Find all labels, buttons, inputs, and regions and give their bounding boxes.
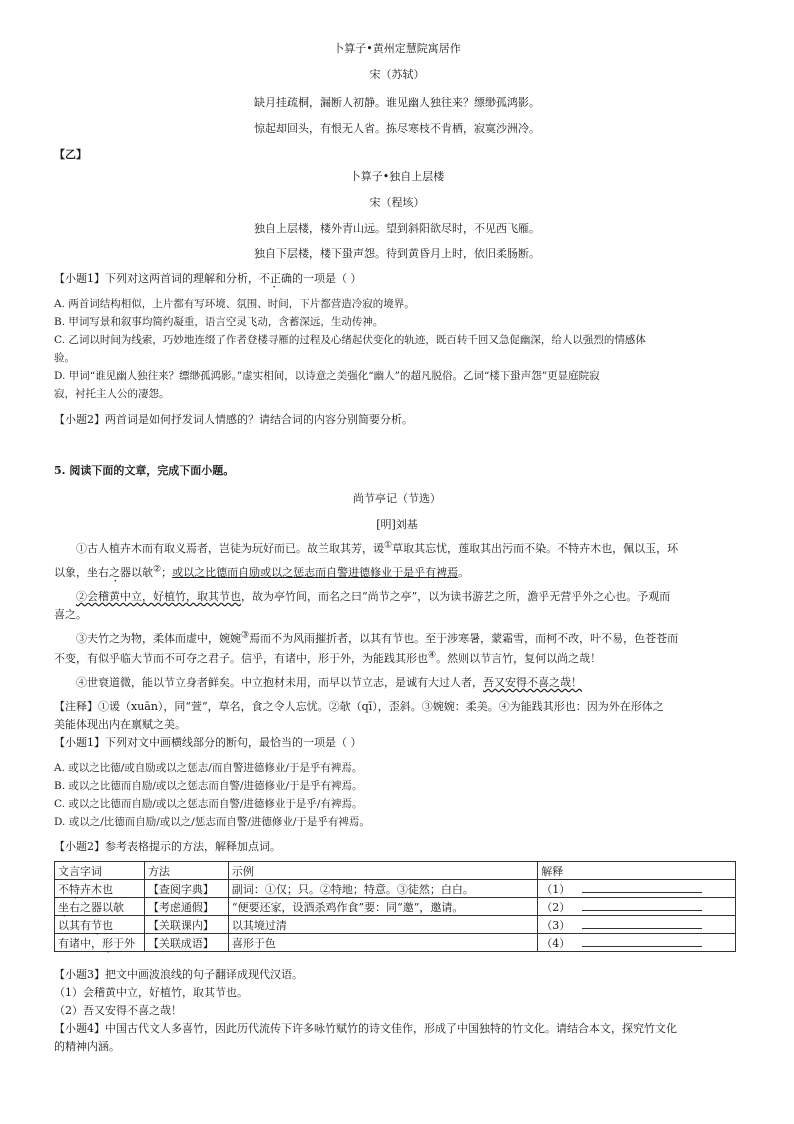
text: ，故为亭竹间，而名之曰“尚节之亭”，以为读书游艺之所，澹乎无营乎外之心也。予观而 — [241, 590, 671, 603]
annotation: 【注释】①谖（xuān），同“萱”，草名，食之令人忘忧。②欹（qī），歪斜。③婉婉：柔美。④为能践其形也：因为外在形体之 — [54, 700, 664, 713]
text: 。 — [458, 566, 470, 579]
word-cell — [55, 898, 145, 916]
option-c-cont: 验。 — [54, 352, 75, 364]
text: 不变，有似乎临大节而不可夺之君子。信乎，有诸中，形于外，为能践其形也 — [54, 652, 428, 665]
s5-question-4-cont: 的精神内涵。 — [54, 1040, 120, 1053]
paragraph-3-cont — [54, 650, 601, 666]
answer-blank[interactable] — [582, 918, 702, 929]
paragraph-1 — [76, 540, 678, 556]
poem-b-author: 宋（程垓） — [369, 196, 425, 209]
question-2: 【小题2】两首词是如何抒发词人情感的？请结合词的内容分别简要分析。 — [54, 413, 413, 426]
text: 不 — [58, 882, 69, 896]
table-header: 解释 — [538, 862, 736, 880]
wavy-underlined-text: 吾又安得不喜之哉！ — [483, 676, 582, 689]
answer-blank[interactable] — [582, 900, 702, 911]
s5-question-4: 【小题4】中国古代文人多喜竹，因此历代流传下许多咏竹赋竹的诗文佳作，形成了中国独特的竹文化。请结合本文，探究竹文化 — [54, 1022, 677, 1035]
s5-question-3-item: （1）会稽黄中立，好植竹，取其节也。 — [54, 986, 248, 999]
option-c: C. 乙词以时间为线索，巧妙地连缀了作者登楼寻雁的过程及心绪起伏变化的轨迹，既百转千回又急促幽深，给人以强烈的情感体 — [54, 334, 646, 346]
table-header: 方法 — [144, 862, 228, 880]
answer-cell[interactable] — [538, 916, 736, 934]
poem-b-line: 独自上层楼，楼外青山远。望到斜阳欲尽时，不见西飞雁。 — [254, 222, 540, 235]
answer-cell[interactable] — [538, 880, 736, 898]
text: 焉而不为风雨摧折者，以其有节也。至于涉寒暑，蒙霜雪，而柯不改，叶不易，色苍苍而 — [249, 632, 679, 645]
poem-b-marker: 【乙】 — [54, 148, 87, 161]
example-cell: 喜形于色 — [228, 934, 537, 952]
table-header: 文言字词 — [55, 862, 145, 880]
option-a: A. 两首词结构相似，上片都有写环境、氛围、时间，下片都营造冷寂的境界。 — [54, 298, 415, 310]
question-1 — [54, 270, 362, 286]
vocabulary-table — [54, 861, 736, 952]
method-cell: 【查阅字典】 — [144, 880, 228, 898]
word-cell — [55, 880, 145, 898]
example-cell: 副词：①仅；只。②特地；特意。③徒然；白白。 — [228, 880, 537, 898]
option-d-cont: 寂，衬托主人公的凄怨。 — [54, 388, 170, 400]
text: 有诸中， — [58, 936, 102, 950]
dotted-word: 节 — [91, 918, 102, 932]
answer-number: （2） — [541, 900, 571, 914]
question-1-emphasis: 不正确 — [259, 272, 292, 285]
poem-a-line: 缺月挂疏桐，漏断人初静。谁见幽人独往来？缥缈孤鸿影。 — [254, 96, 540, 109]
text: 。然则以节言竹，复何以尚之哉！ — [436, 652, 602, 665]
section-heading: 5. 阅读下面的文章，完成下面小题。 — [54, 464, 235, 477]
answer-number: （1） — [541, 882, 571, 896]
option-d: D. 甲词“谁见幽人独往来？缥缈孤鸿影。”虚实相间，以诗意之美强化“幽人”的超凡脱俗。乙词“楼下蛩声怨”更显庭院寂 — [54, 370, 600, 382]
text: ④世衰道微，能以节立身者鲜矣。中立抱材未用，而早以节立志，是诚有大过人者， — [76, 676, 483, 689]
text: 于外 — [113, 936, 135, 950]
text: 草取其忘忧，莲取其出污而不染。不特卉木也，佩以玉，环 — [392, 542, 679, 555]
s5-option-b: B. 或以之比德而自励/或以之惩志而自警/进德修业/于是乎有裨焉。 — [54, 780, 363, 792]
example-cell: “便要还家，设酒杀鸡作食”要：同“邀”，邀请。 — [228, 898, 537, 916]
s5-option-c: C. 或以之比德而自励/或以之惩志而自警/进德修业于是乎/有裨焉。 — [54, 798, 363, 810]
paragraph-2-cont: 喜之。 — [54, 608, 87, 621]
text: 以其有 — [58, 918, 91, 932]
answer-blank[interactable] — [582, 936, 702, 947]
wavy-underlined-text: ②会稽黄中立，好植竹，取其节也 — [76, 590, 241, 603]
s5-question-3-item: （2）吾又安得不喜之哉！ — [54, 1004, 182, 1017]
footnote-ref: ③ — [241, 630, 250, 641]
word-cell — [55, 934, 145, 952]
underlined-text: 或以之比德而自励或以之惩志而自警进德修业于是乎有裨焉 — [172, 566, 459, 579]
method-cell: 【关联成语】 — [144, 934, 228, 952]
text: 也 — [102, 918, 113, 932]
answer-cell[interactable] — [538, 898, 736, 916]
footnote-ref: ① — [384, 540, 393, 551]
paragraph-3 — [76, 630, 678, 646]
text: 以象， — [54, 566, 87, 579]
table-row — [55, 898, 736, 916]
question-1-prefix: 【小题1】下列对这两首词的理解和分析， — [54, 272, 259, 285]
dotted-text: 坐右之器以欹 · — [87, 566, 153, 579]
paragraph-4 — [76, 674, 582, 690]
poem-a-line: 惊起却回头，有恨无人省。拣尽寒枝不肯栖，寂寞沙洲冷。 — [254, 122, 540, 135]
text: 右之器以欹 — [69, 900, 124, 914]
method-cell: 【关联课内】 — [144, 916, 228, 934]
dotted-word: 坐 — [58, 900, 69, 914]
poem-b-line: 独自下层楼，楼下蛩声怨。待到黄昏月上时，依旧柔肠断。 — [254, 247, 540, 260]
answer-blank[interactable] — [582, 882, 702, 893]
s5-question-1: 【小题1】下列对文中画横线部分的断句，最恰当的一项是（ ） — [54, 736, 362, 749]
annotation-cont: 美能体现出内在禀赋之美。 — [54, 718, 186, 731]
article-author: [明]刘基 — [376, 518, 418, 531]
answer-number: （3） — [541, 918, 571, 932]
answer-number: （4） — [541, 936, 571, 950]
word-cell — [55, 916, 145, 934]
text: ； — [161, 566, 173, 579]
table-header: 示例 — [228, 862, 537, 880]
paragraph-2 — [76, 588, 670, 604]
paragraph-1-cont — [54, 564, 469, 580]
dotted-word: 特 — [69, 882, 80, 896]
article-title: 尚节亭记（节选） — [353, 492, 441, 505]
text: ①古人植卉木而有取义焉者，岂徒为玩好而已。故兰取其芳，谖 — [76, 542, 384, 555]
table-row — [55, 880, 736, 898]
s5-option-d: D. 或以之/比德而自励/或以之/惩志而自警/进德修业/于是乎有裨焉。 — [54, 816, 370, 828]
footnote-ref: ④ — [428, 650, 437, 661]
text: ③夫竹之为物，柔体而虚中，婉婉 — [76, 632, 241, 645]
text: 卉木也 — [80, 882, 113, 896]
answer-cell[interactable] — [538, 934, 736, 952]
s5-option-a: A. 或以之比德/或自励或以之惩志/而自警进德修业/于是乎有裨焉。 — [54, 762, 363, 774]
table-row — [55, 934, 736, 952]
poem-a-title: 卜算子•黄州定慧院寓居作 — [333, 42, 461, 55]
footnote-ref: ② — [153, 564, 162, 575]
option-b: B. 甲词写景和叙事均简约凝重，语言空灵飞动，含蓄深远，生动传神。 — [54, 316, 384, 328]
dotted-word: 形 — [102, 936, 113, 950]
question-1-suffix: 的一项是（ ） — [292, 272, 362, 285]
s5-question-3: 【小题3】把文中画波浪线的句子翻译成现代汉语。 — [54, 968, 303, 981]
s5-question-2: 【小题2】参考表格提示的方法，解释加点词。 — [54, 840, 281, 853]
method-cell: 【考虑通假】 — [144, 898, 228, 916]
poem-a-author: 宋（苏轼） — [369, 68, 425, 81]
table-row — [55, 916, 736, 934]
poem-b-title: 卜算子•独自上层楼 — [349, 170, 445, 183]
example-cell: 以其境过清 — [228, 916, 537, 934]
table-header-row — [55, 862, 736, 880]
